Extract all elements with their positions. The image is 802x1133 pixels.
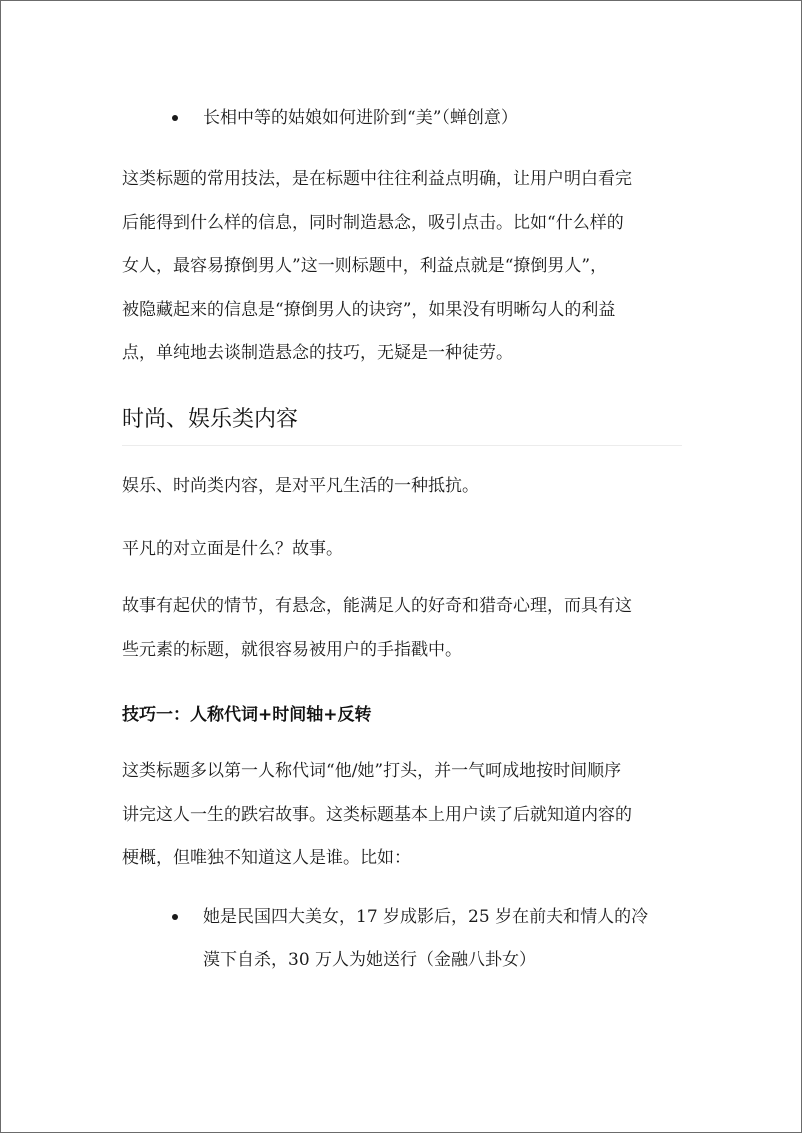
paragraph-entertainment bbox=[122, 465, 682, 509]
paragraph-line: 女人，最容易撩倒男人”这一则标题中，利益点就是“撩倒男人”， bbox=[122, 256, 608, 276]
paragraph-line: 这类标题的常用技法，是在标题中往往利益点明确，让用户明白看完 bbox=[122, 169, 632, 189]
list-item bbox=[172, 896, 672, 982]
paragraph-line: 故事有起伏的情节，有悬念，能满足人的好奇和猎奇心理，而具有这 bbox=[122, 596, 632, 616]
paragraph-line: 讲完这人一生的跌宕故事。这类标题基本上用户读了后就知道内容的 bbox=[122, 804, 632, 825]
technique-heading: 技巧一：人称代词+时间轴+反转 bbox=[122, 705, 372, 725]
paragraph-line: 点，单纯地去谈制造悬念的技巧，无疑是一种徒劳。 bbox=[122, 343, 513, 363]
list-item-line: 她是民国四大美女，17 岁成影后，25 岁在前夫和情人的冷 bbox=[203, 907, 649, 927]
bullet-icon bbox=[172, 115, 178, 121]
paragraph-line: 娱乐、时尚类内容，是对平凡生活的一种抵抗。 bbox=[122, 476, 479, 496]
list-item-text: 长相中等的姑娘如何进阶到“美”（蝉创意） bbox=[203, 108, 518, 128]
list-item bbox=[172, 98, 672, 138]
bullet-icon bbox=[172, 914, 178, 920]
list-item-line: 漠下自杀，30 万人为她送行（金融八卦女） bbox=[203, 950, 537, 970]
paragraph-line: 梗概，但唯独不知道这人是谁。比如： bbox=[122, 848, 411, 868]
paragraph-story bbox=[122, 528, 682, 572]
paragraph-line: 些元素的标题，就很容易被用户的手指戳中。 bbox=[122, 639, 462, 660]
paragraph-line: 平凡的对立面是什么？故事。 bbox=[122, 539, 343, 559]
paragraph-pronoun-technique bbox=[122, 750, 682, 881]
list-item-text bbox=[203, 896, 673, 982]
paragraph-story-elements bbox=[122, 585, 682, 672]
paragraph-line: 后能得到什么样的信息，同时制造悬念，吸引点击。比如“什么样的 bbox=[122, 212, 624, 233]
paragraph-line: 这类标题多以第一人称代词“他/她”打头，并一气呵成地按时间顺序 bbox=[122, 761, 622, 781]
section-heading: 时尚、娱乐类内容 bbox=[122, 407, 299, 432]
paragraph-line: 被隐藏起来的信息是“撩倒男人的诀窍”，如果没有明晰勾人的利益 bbox=[122, 299, 616, 320]
paragraph-title-technique bbox=[122, 158, 682, 376]
heading-divider bbox=[122, 445, 682, 446]
